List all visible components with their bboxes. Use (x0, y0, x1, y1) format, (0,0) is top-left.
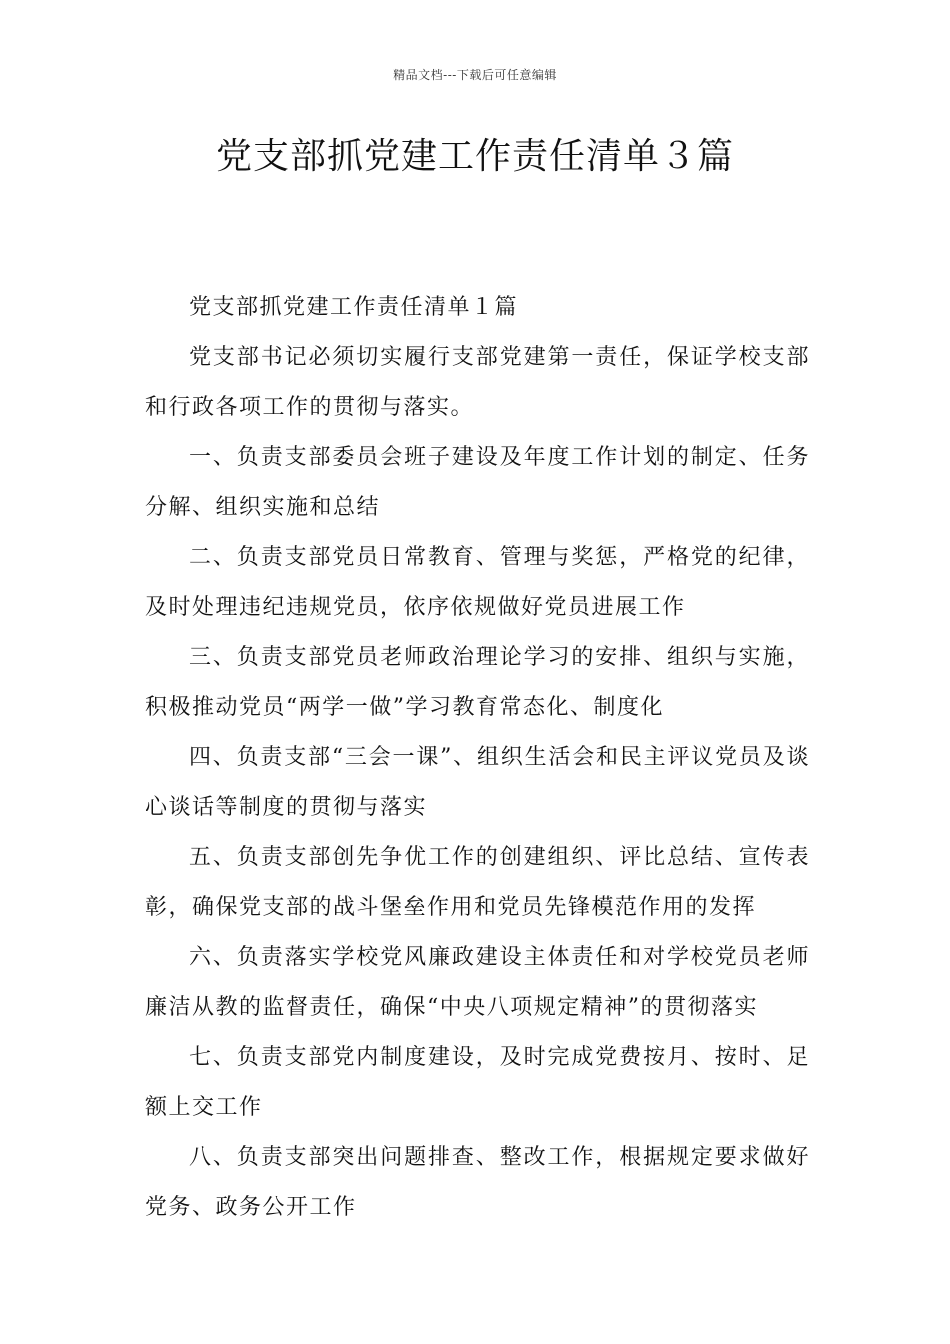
item-paragraph-4: 四、负责支部“三会一课”、组织生活会和民主评议党员及谈心谈话等制度的贯彻与落实 (145, 745, 810, 820)
item-paragraph-3: 三、负责支部党员老师政治理论学习的安排、组织与实施，积极推动党员“两学一做”学习教育常态化、制度化 (145, 645, 810, 720)
subtitle-paragraph: 党支部抓党建工作责任清单１篇 (189, 295, 519, 320)
item-paragraph-8: 八、负责支部突出问题排查、整改工作，根据规定要求做好党务、政务公开工作 (145, 1145, 810, 1220)
item-paragraph-1: 一、负责支部委员会班子建设及年度工作计划的制定、任务分解、组织实施和总结 (145, 445, 810, 520)
item-paragraph-5: 五、负责支部创先争优工作的创建组织、评比总结、宣传表彰，确保党支部的战斗堡垒作用和党员先锋模范作用的发挥 (145, 845, 810, 920)
item-paragraph-7: 七、负责支部党内制度建设，及时完成党费按月、按时、足额上交工作 (145, 1045, 810, 1120)
header-note: 精品文档---下载后可任意编辑 (393, 68, 557, 82)
item-paragraph-2: 二、负责支部党员日常教育、管理与奖惩，严格党的纪律，及时处理违纪违规党员，依序依规做好党员进展工作 (145, 545, 810, 620)
item-paragraph-6: 六、负责落实学校党风廉政建设主体责任和对学校党员老师廉洁从教的监督责任，确保“中央八项规定精神”的贯彻落实 (145, 945, 810, 1020)
intro-paragraph: 党支部书记必须切实履行支部党建第一责任，保证学校支部和行政各项工作的贯彻与落实。 (145, 345, 810, 420)
document-title: 党支部抓党建工作责任清单３篇 (215, 136, 734, 177)
document-body (145, 283, 810, 1233)
